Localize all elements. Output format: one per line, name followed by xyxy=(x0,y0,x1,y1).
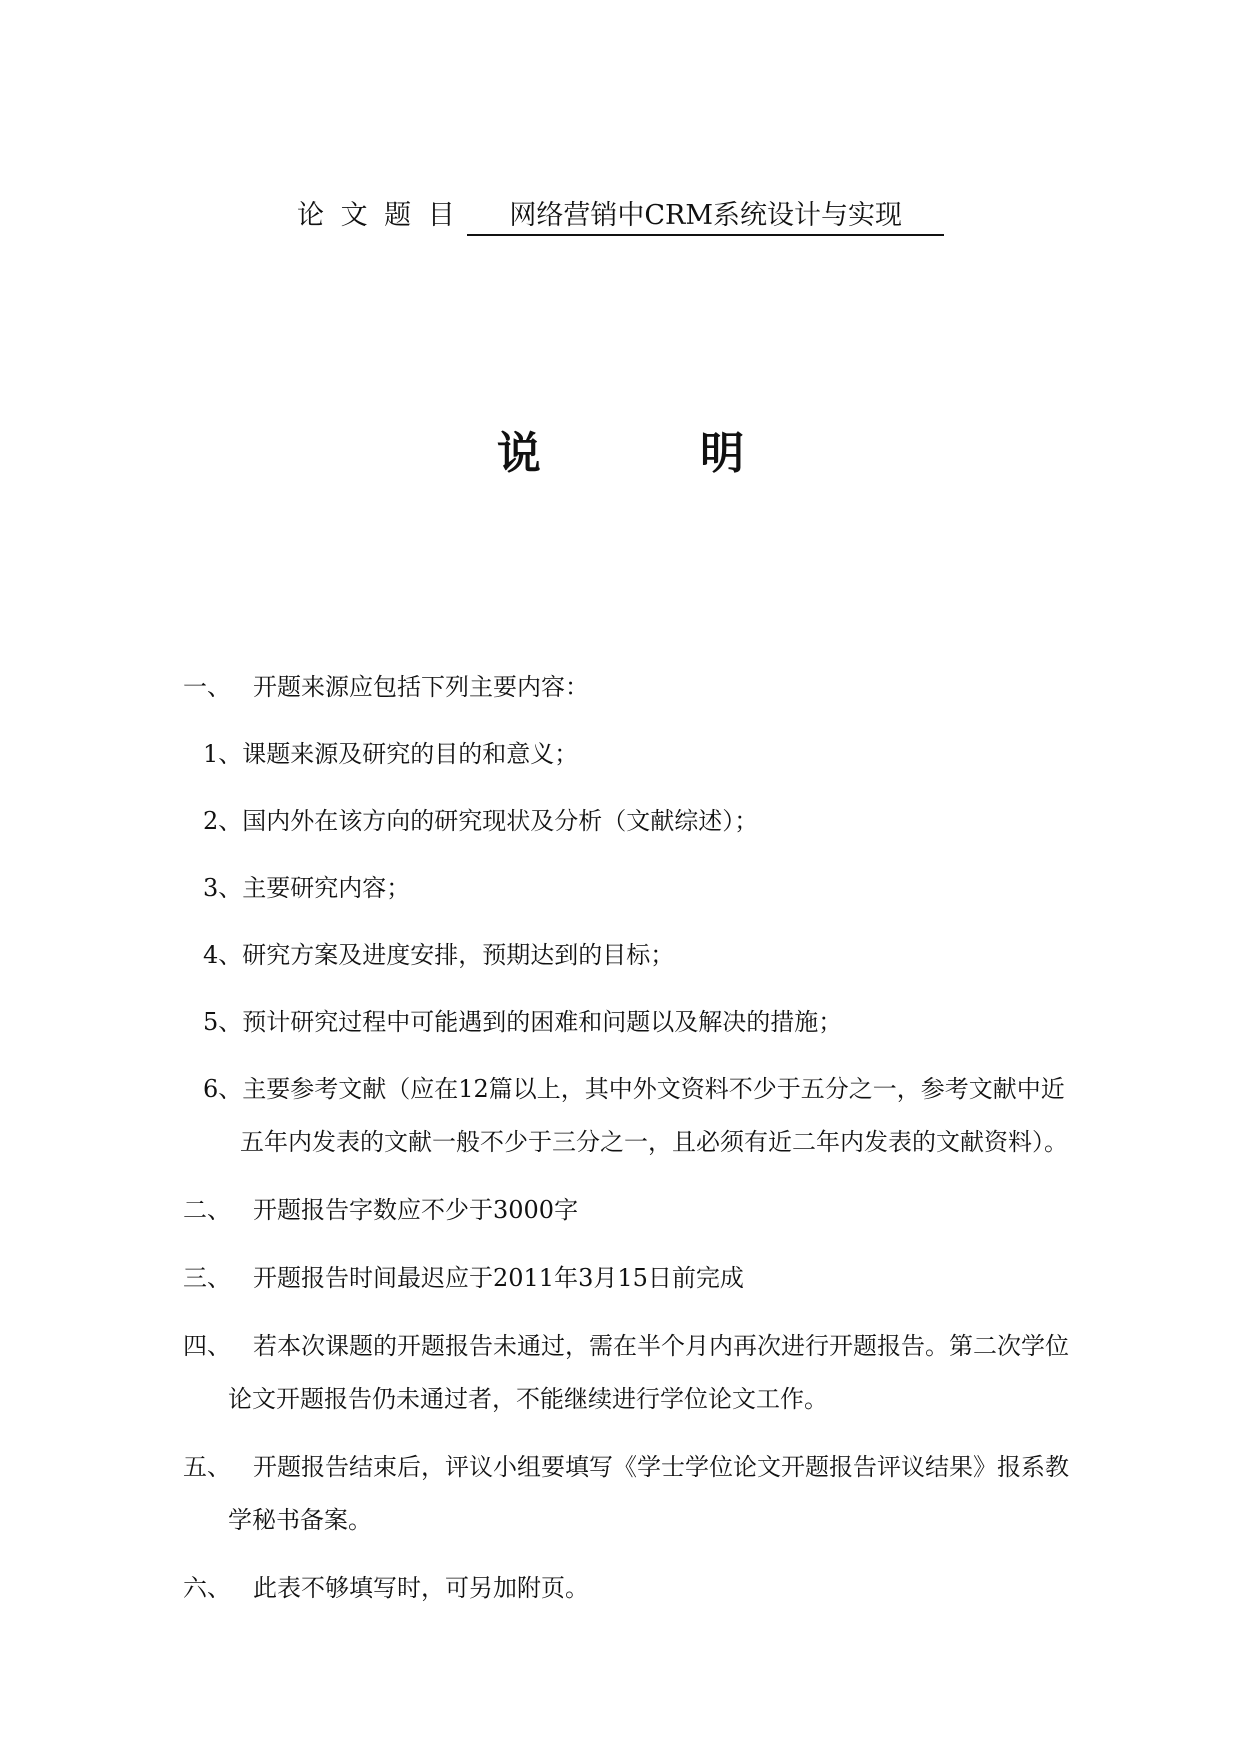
list-item-6-continuation: 五年内发表的文献一般不少于三分之一，且必须有近二年内发表的文献资料）。 xyxy=(240,1128,1068,1156)
list-item-1: 1、课题来源及研究的目的和意义； xyxy=(203,740,579,768)
list-item-6: 6、主要参考文献（应在12篇以上，其中外文资料不少于五分之一，参考文献中近 xyxy=(203,1075,1065,1103)
section-text-2: 开题报告字数应不少于3000字 xyxy=(253,1196,579,1224)
list-item-5: 5、预计研究过程中可能遇到的困难和问题以及解决的措施； xyxy=(203,1008,843,1036)
section-marker-6: 六、 xyxy=(183,1574,231,1602)
section-text-1: 开题来源应包括下列主要内容： xyxy=(253,673,589,701)
thesis-title-row xyxy=(0,196,1241,246)
section-text-4-continuation: 论文开题报告仍未通过者，不能继续进行学位论文工作。 xyxy=(228,1385,828,1413)
list-item-3: 3、主要研究内容； xyxy=(203,874,411,902)
section-text-5-continuation: 学秘书备案。 xyxy=(228,1506,372,1534)
list-item-4: 4、研究方案及进度安排，预期达到的目标； xyxy=(203,941,675,969)
thesis-title-value: 网络营销中CRM系统设计与实现 xyxy=(467,198,944,236)
page-heading xyxy=(0,426,1241,482)
section-text-6: 此表不够填写时，可另加附页。 xyxy=(253,1574,589,1602)
section-marker-2: 二、 xyxy=(183,1196,231,1224)
heading-char-2: 明 xyxy=(700,428,745,479)
heading-char-1: 说 xyxy=(496,428,541,479)
thesis-title-label: 论 文 题 目 xyxy=(297,200,459,231)
section-marker-3: 三、 xyxy=(183,1264,231,1292)
section-marker-1: 一、 xyxy=(183,673,231,701)
section-marker-5: 五、 xyxy=(183,1453,231,1481)
list-item-2: 2、国内外在该方向的研究现状及分析（文献综述）； xyxy=(203,807,759,835)
section-marker-4: 四、 xyxy=(183,1332,231,1360)
section-text-5: 开题报告结束后，评议小组要填写《学士学位论文开题报告评议结果》报系教 xyxy=(253,1453,1069,1481)
section-text-4: 若本次课题的开题报告未通过，需在半个月内再次进行开题报告。第二次学位 xyxy=(253,1332,1069,1360)
section-text-3: 开题报告时间最迟应于2011年3月15日前完成 xyxy=(253,1264,744,1292)
